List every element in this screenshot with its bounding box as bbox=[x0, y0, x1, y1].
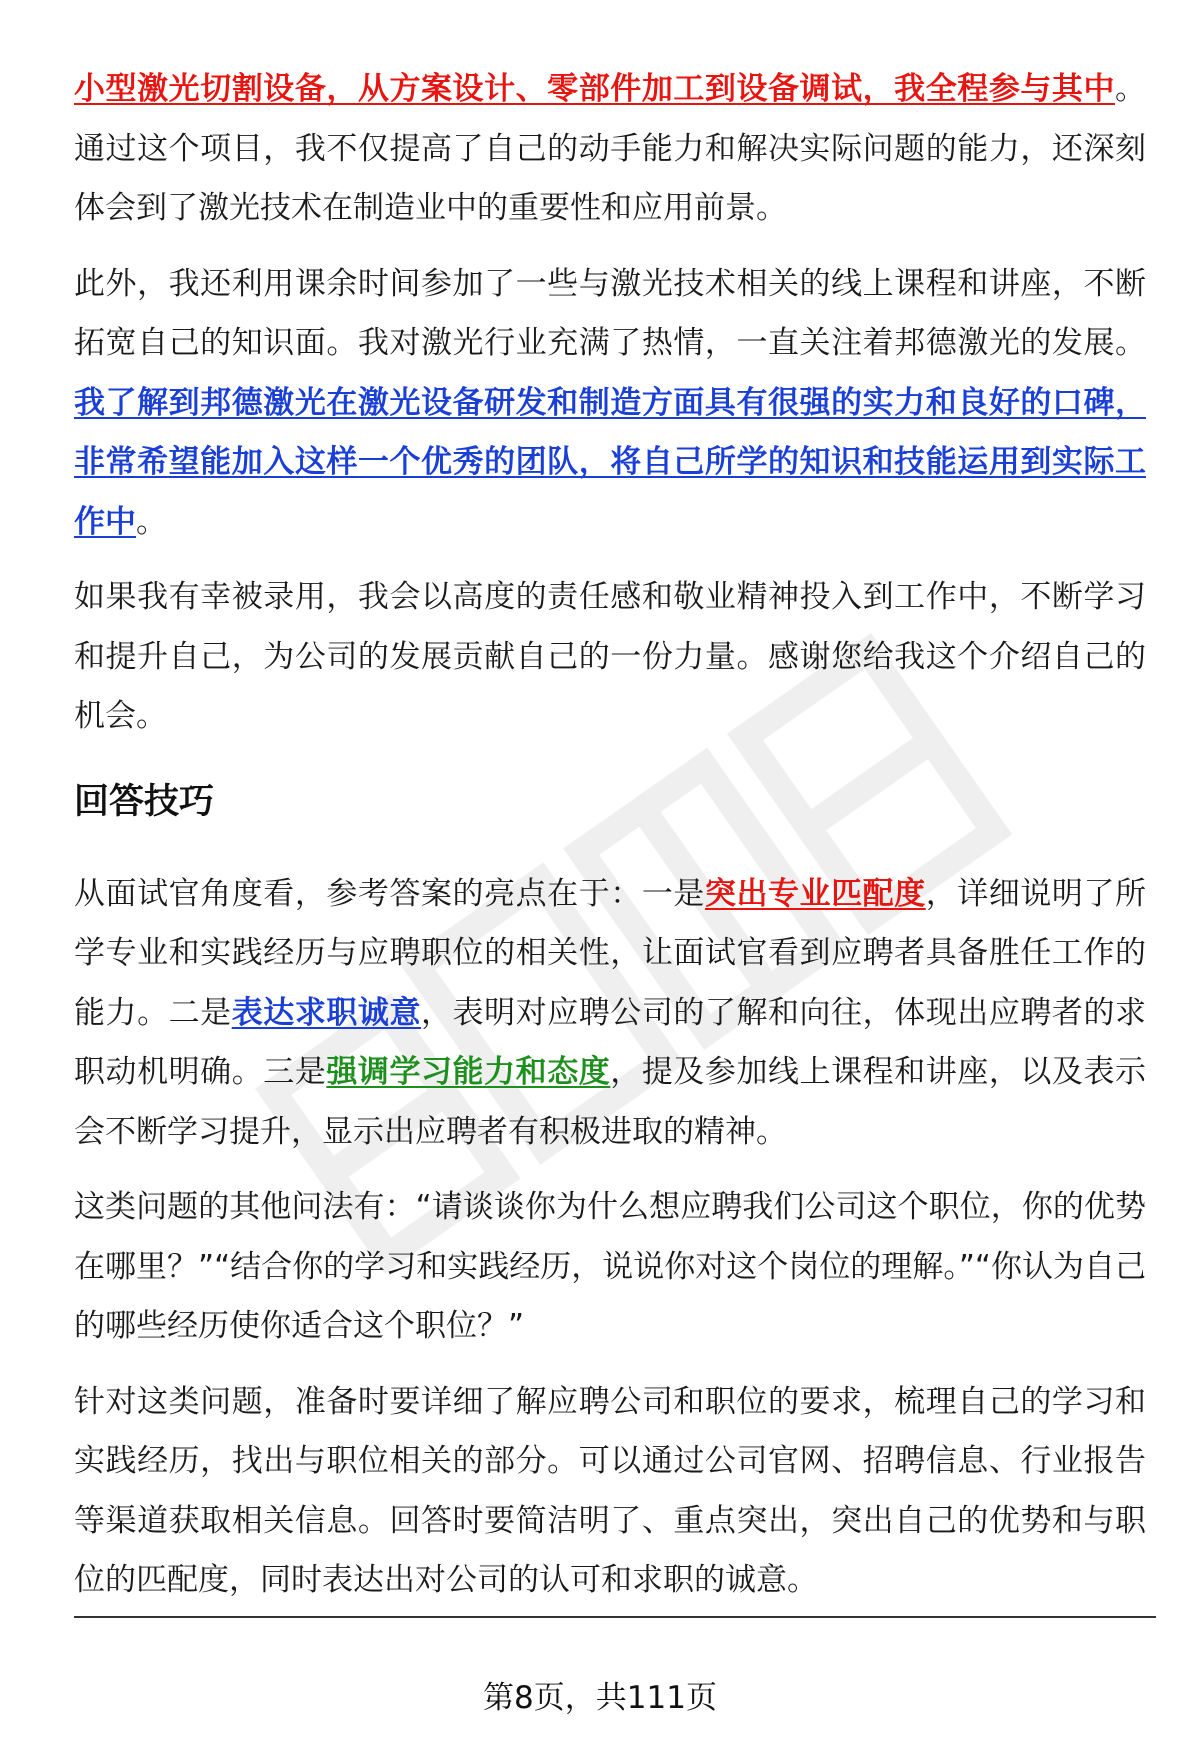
paragraph-motivation bbox=[74, 255, 1146, 553]
document-body bbox=[74, 60, 1146, 1627]
highlight-sincerity: 表达求职诚意 bbox=[231, 994, 422, 1031]
highlight-professional-match: 突出专业匹配度 bbox=[704, 875, 926, 912]
paragraph-text: 从面试官角度看，参考答案的亮点在于：一是 bbox=[74, 875, 705, 912]
paragraph-preparation-advice bbox=[74, 1373, 1146, 1611]
paragraph-text: ，表明对应聘公司的了解和向往，体现出应聘者的求职动机明确。三是 bbox=[74, 994, 1147, 1090]
page-number: 第8页，共111页 bbox=[483, 1680, 717, 1716]
paragraph-text: 针对这类问题，准备时要详细了解应聘公司和职位的要求，梳理自己的学习和实践经历，找出与职位相关的部分。可以通过公司官网、招聘信息、行业报告等渠道获取相关信息。回答时要简洁明了、重点突出，突出自己的优势和与职位的匹配度，同时表达出对公司的认可和求职的诚意。 bbox=[74, 1383, 1146, 1598]
paragraph-alternative-questions bbox=[74, 1178, 1146, 1357]
paragraph-tips-highlights bbox=[74, 865, 1146, 1163]
highlight-company-interest: 我了解到邦德激光在激光设备研发和制造方面具有很强的实力和良好的口碑，非常希望能加入这样一个优秀的团队，将自己所学的知识和技能运用到实际工作中 bbox=[74, 384, 1146, 540]
paragraph-text: 。通过这个项目，我不仅提高了自己的动手能力和解决实际问题的能力，还深刻体会到了激光技术在制造业中的重要性和应用前景。 bbox=[74, 71, 1146, 226]
footer-divider bbox=[74, 1616, 1156, 1618]
section-title: 回答技巧 bbox=[74, 781, 215, 822]
highlight-learning-attitude: 强调学习能力和态度 bbox=[326, 1054, 611, 1090]
paragraph-closing bbox=[74, 568, 1146, 747]
paragraph-project-experience bbox=[74, 60, 1146, 239]
paragraph-text: 此外，我还利用课余时间参加了一些与激光技术相关的线上课程和讲座，不断拓宽自己的知识面。我对激光行业充满了热情，一直关注着邦德激光的发展。 bbox=[74, 265, 1146, 361]
paragraph-text: 这类问题的其他问法有：“请谈谈你为什么想应聘我们公司这个职位，你的优势在哪里？”“结合你的学习和实践经历，说说你对这个岗位的理解。”“你认为自己的哪些经历使你适合这个职位？” bbox=[74, 1189, 1146, 1344]
paragraph-text: 如果我有幸被录用，我会以高度的责任感和敬业精神投入到工作中，不断学习和提升自己，为公司的发展贡献自己的一份力量。感谢您给我这个介绍自己的机会。 bbox=[74, 579, 1146, 734]
paragraph-text: ，提及参加线上课程和讲座，以及表示会不断学习提升，显示出应聘者有积极进取的精神。 bbox=[74, 1054, 1147, 1150]
paragraph-text-end: 。 bbox=[136, 503, 167, 540]
highlight-project-participation: 小型激光切割设备，从方案设计、零部件加工到设备调试，我全程参与其中 bbox=[74, 71, 1115, 107]
paragraph-text: ，详细说明了所学专业和实践经历与应聘职位的相关性，让面试官看到应聘者具备胜任工作的能力。二是 bbox=[74, 875, 1147, 1031]
